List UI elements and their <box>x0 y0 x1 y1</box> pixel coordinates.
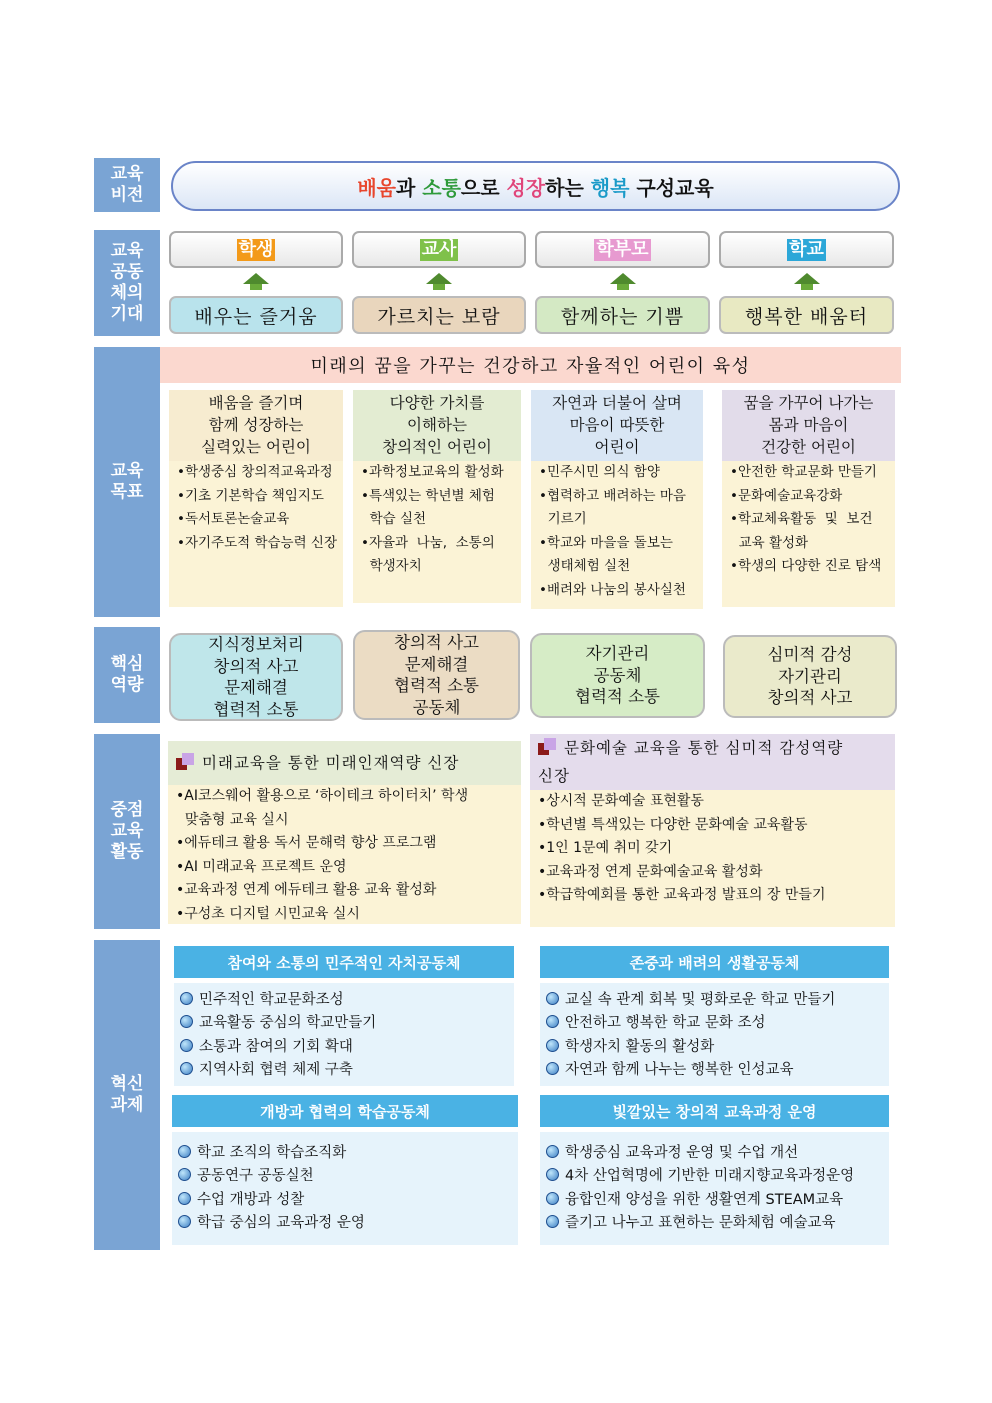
role-value: 함께하는 기쁨 <box>560 305 685 328</box>
task-item-text: 학생중심 교육과정 운영 및 수업 개선 <box>565 1145 799 1161</box>
task-item-text: 안전하고 행복한 학교 문화 조성 <box>565 1015 766 1032</box>
activity-left-head <box>168 741 521 785</box>
task-list <box>172 1132 518 1245</box>
goal-item: 교육 활성화 <box>730 534 809 551</box>
vision-part: 하는 <box>545 175 591 200</box>
role-value: 행복한 배움터 <box>744 305 869 328</box>
goal-item: 기르기 <box>539 511 587 527</box>
circle-bullet-icon <box>178 1145 191 1158</box>
task-item <box>546 1036 885 1059</box>
circle-bullet-icon <box>546 1215 559 1228</box>
task-item-text: 민주적인 학교문화조성 <box>199 992 344 1008</box>
goal-item: •학생중심 창의적교육과정 <box>177 464 333 480</box>
goal-heading: 꿈을 가꾸어 나가는 몸과 마음이 건강한 어린이 <box>722 390 895 461</box>
goal-item: •자율과 나눔, 소통의 <box>361 534 495 551</box>
task-item-text: 지역사회 협력 체제 구축 <box>199 1061 353 1078</box>
competency-box <box>169 633 343 721</box>
goal-list <box>722 461 895 607</box>
circle-bullet-icon <box>180 1015 193 1028</box>
goal-list <box>531 461 703 609</box>
vision-part: 성장 <box>506 175 546 200</box>
vision-part: 소통 <box>422 175 461 200</box>
task-item-text: 소통과 참여의 기회 확대 <box>199 1038 353 1055</box>
vision-part: 과 <box>395 175 423 200</box>
activity-right-title-cont: 신장 <box>538 767 570 785</box>
task-title: 빛깔있는 창의적 교육과정 운영 <box>612 1102 817 1121</box>
circle-bullet-icon <box>546 1039 559 1052</box>
goal-item: •과학정보교육의 활성화 <box>361 464 504 480</box>
task-item <box>178 1189 514 1212</box>
role-header-0 <box>169 231 343 268</box>
goal-item: •기초 기본학습 책임지도 <box>177 487 324 504</box>
competency-text: 심미적 감성 자기관리 창의적 사고 <box>767 645 853 708</box>
circle-bullet-icon <box>546 1192 559 1205</box>
goal-list <box>169 461 343 607</box>
goal-item: •특색있는 학년별 체험 <box>361 487 495 504</box>
goal-item: •문화예술교육강화 <box>730 487 843 504</box>
task-title: 개방과 협력의 학습공동체 <box>260 1102 430 1121</box>
task-item-text: 공동연구 공동실천 <box>197 1168 314 1185</box>
circle-bullet-icon <box>178 1192 191 1205</box>
circle-bullet-icon <box>180 1039 193 1052</box>
role-header-1 <box>352 231 526 268</box>
task-item <box>546 1059 885 1082</box>
task-item <box>546 989 885 1012</box>
goal-item: •안전한 학교문화 만들기 <box>730 464 877 480</box>
task-item <box>180 989 510 1012</box>
side-label-competency: 핵심 역량 <box>94 627 160 723</box>
task-list <box>540 983 889 1086</box>
goal-heading: 다양한 가치를 이해하는 창의적인 어린이 <box>353 390 521 461</box>
task-item-text: 자연과 함께 나누는 행복한 인성교육 <box>565 1061 794 1078</box>
circle-bullet-icon <box>180 992 193 1005</box>
competency-text: 창의적 사고 문제해결 협력적 소통 공동체 <box>394 633 479 717</box>
side-label-goals: 교육 목표 <box>94 347 160 617</box>
activity-item: •교육과정 연계 에듀테크 활용 교육 활성화 <box>176 882 437 898</box>
role-value-box <box>352 296 526 334</box>
vision-part: 배움 <box>357 175 396 200</box>
task-item <box>546 1212 885 1235</box>
competency-box <box>353 630 520 720</box>
activity-item: •에듀테크 활용 독서 문해력 향상 프로그램 <box>176 835 437 851</box>
task-item-text: 즐기고 나누고 표현하는 문화체험 예술교육 <box>565 1214 836 1231</box>
role-label: 교사 <box>421 238 457 260</box>
square-bullet-icon <box>538 738 558 756</box>
task-title-bar <box>174 946 514 978</box>
task-list <box>174 983 514 1086</box>
competency-box <box>530 633 705 718</box>
goal-heading: 자연과 더불어 살며 마음이 따뜻한 어린이 <box>531 390 703 461</box>
role-label: 학부모 <box>596 238 649 260</box>
task-item <box>178 1165 514 1188</box>
role-value: 가르치는 보람 <box>377 305 501 328</box>
activity-item: •학년별 특색있는 다양한 문화예술 교육활동 <box>538 816 808 833</box>
circle-bullet-icon <box>546 1062 559 1075</box>
task-item <box>546 1142 885 1165</box>
goal-heading: 배움을 즐기며 함께 성장하는 실력있는 어린이 <box>169 390 343 461</box>
task-item-text: 수업 개방과 성찰 <box>197 1191 305 1208</box>
circle-bullet-icon <box>180 1062 193 1075</box>
task-title-bar <box>172 1095 518 1127</box>
activity-right-title: 문화예술 교육을 통한 심미적 감성역량 <box>564 739 844 757</box>
circle-bullet-icon <box>546 1168 559 1181</box>
circle-bullet-icon <box>546 1145 559 1158</box>
goal-item: 생태체험 실천 <box>539 558 631 574</box>
task-item-text: 융합인재 양성을 위한 생활연계 STEAM교육 <box>565 1191 844 1208</box>
task-item-text: 교육활동 중심의 학교만들기 <box>199 1015 377 1032</box>
task-item-text: 학교 조직의 학습조직화 <box>197 1145 347 1161</box>
vision-part: 행복 <box>590 175 630 200</box>
up-arrow-icon <box>610 273 636 290</box>
vision-part: 으로 <box>460 175 507 200</box>
up-arrow-icon <box>426 273 452 290</box>
goal-item: •학교와 마을을 돌보는 <box>539 534 673 551</box>
task-item <box>180 1059 510 1082</box>
vision-part: 구성교육 <box>629 175 714 200</box>
circle-bullet-icon <box>546 992 559 1005</box>
task-item <box>178 1142 514 1165</box>
task-item <box>546 1012 885 1035</box>
goal-item: •민주시민 의식 함양 <box>539 464 660 480</box>
vision-text <box>357 172 713 201</box>
task-title: 참여와 소통의 민주적인 자치공동체 <box>227 953 461 972</box>
task-item <box>180 1036 510 1059</box>
goal-item: •학생의 다양한 진로 탐색 <box>730 558 882 574</box>
task-item-text: 학급 중심의 교육과정 운영 <box>197 1214 365 1231</box>
role-header-2 <box>535 231 710 268</box>
goal-item: •학교체육활동 및 보건 <box>730 511 873 527</box>
goal-item: 학생자치 <box>361 558 422 574</box>
role-label: 학교 <box>789 238 824 260</box>
role-value-box <box>169 296 343 334</box>
goal-item: •자기주도적 학습능력 신장 <box>177 534 337 551</box>
competency-box <box>723 635 897 718</box>
task-item <box>178 1212 514 1235</box>
role-value-box <box>719 296 894 334</box>
activity-left-title: 미래교육을 통한 미래인재역량 신장 <box>202 754 460 772</box>
activity-right <box>530 734 895 927</box>
up-arrow-icon <box>243 273 269 290</box>
goals-title-bar <box>160 347 901 383</box>
side-label-expectation: 교육 공동 체의 기대 <box>94 230 160 336</box>
activity-item: •교육과정 연계 문화예술교육 활성화 <box>538 863 763 880</box>
competency-text: 자기관리 공동체 협력적 소통 <box>575 644 660 707</box>
task-item-text: 교실 속 관계 회복 및 평화로운 학교 만들기 <box>565 992 836 1008</box>
role-header-3 <box>719 231 894 268</box>
activity-right-head <box>530 734 895 790</box>
role-value: 배우는 즐거움 <box>194 305 318 328</box>
goal-item: •협력하고 배려하는 마음 <box>539 487 686 504</box>
task-title-bar <box>540 1095 889 1127</box>
activity-item: •AI 미래교육 프로젝트 운영 <box>176 858 347 875</box>
activity-item: •상시적 문화예술 표현활동 <box>538 793 704 809</box>
activity-left <box>168 741 521 924</box>
task-item-text: 4차 산업혁명에 기반한 미래지향교육과정운영 <box>565 1168 855 1185</box>
activity-item: •AI코스웨어 활용으로 ‘하이테크 하이터치’ 학생 <box>176 788 469 804</box>
role-value-box <box>535 296 710 334</box>
task-item <box>546 1165 885 1188</box>
activity-item: •1인 1문예 취미 갖기 <box>538 840 673 856</box>
task-title-bar <box>540 946 889 978</box>
goal-list <box>353 461 521 603</box>
side-label-vision: 교육 비전 <box>94 158 160 212</box>
side-label-tasks: 혁신 과제 <box>94 940 160 1250</box>
side-label-activities: 중점 교육 활동 <box>94 734 160 929</box>
square-bullet-icon <box>176 753 196 771</box>
goal-item: •독서토론논술교육 <box>177 511 290 527</box>
task-list <box>540 1132 889 1245</box>
task-item-text: 학생자치 활동의 활성화 <box>565 1038 715 1055</box>
circle-bullet-icon <box>546 1015 559 1028</box>
activity-left-list <box>168 785 521 926</box>
task-item <box>180 1012 510 1035</box>
goals-title: 미래의 꿈을 가꾸는 건강하고 자율적인 어린이 육성 <box>310 356 751 377</box>
role-label: 학생 <box>238 238 274 260</box>
up-arrow-icon <box>794 273 820 290</box>
activity-item: •학급학예회를 통한 교육과정 발표의 장 만들기 <box>538 887 826 903</box>
vision-banner <box>171 161 900 211</box>
activity-right-list <box>530 790 895 908</box>
goal-item: •배려와 나눔의 봉사실천 <box>539 581 686 598</box>
competency-text: 지식정보처리 창의적 사고 문제해결 협력적 소통 <box>208 635 304 719</box>
goal-item: 학습 실천 <box>361 511 427 527</box>
activity-item: •구성초 디지털 시민교육 실시 <box>176 905 360 922</box>
task-item <box>546 1189 885 1212</box>
task-title: 존중과 배려의 생활공동체 <box>629 953 800 972</box>
activity-item: 맞춤형 교육 실시 <box>176 811 289 828</box>
circle-bullet-icon <box>178 1215 191 1228</box>
circle-bullet-icon <box>178 1168 191 1181</box>
